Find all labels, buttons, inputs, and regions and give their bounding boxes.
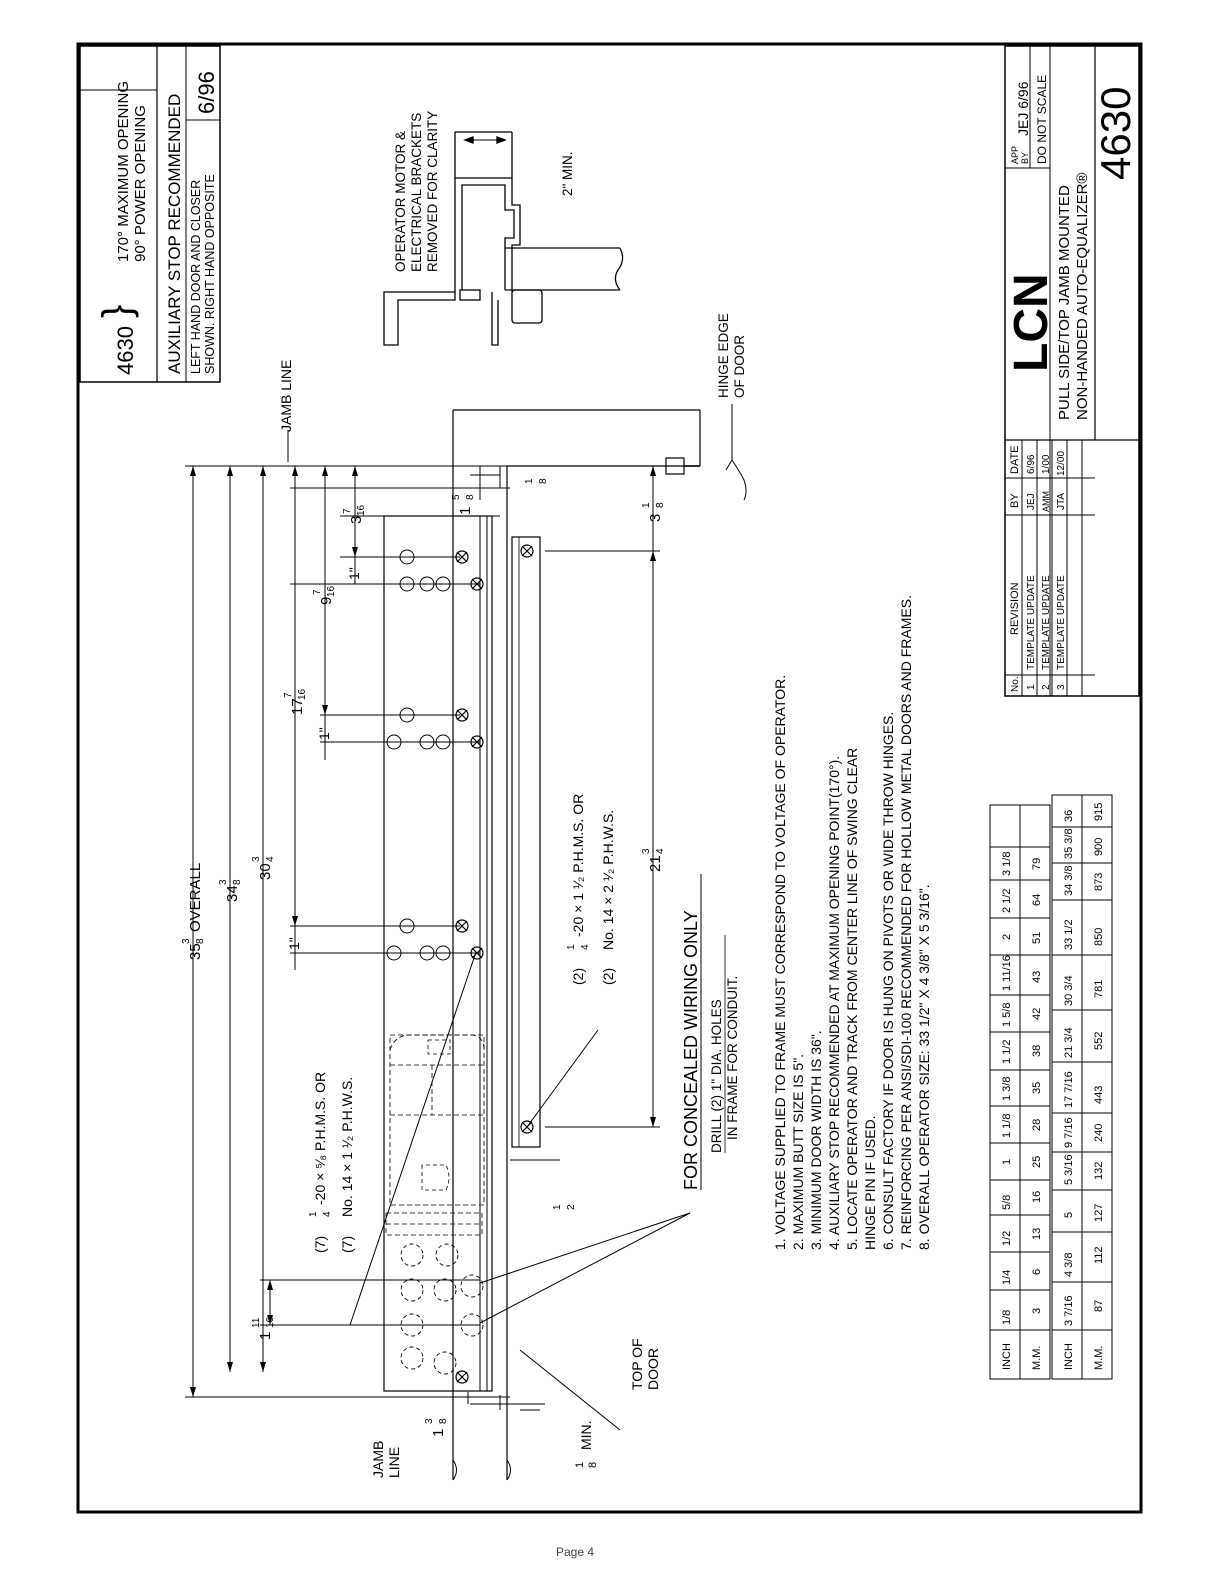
detail-note-3: REMOVED FOR CLARITY [425,110,440,272]
fastener-top-phws: No. 14 × 1 ¹⁄₂ P.H.W.S. [339,1076,355,1217]
dim-21: 21 [647,855,664,872]
mounting-holes [387,550,450,960]
fastener-mid-phws: No. 14 × 2 ¹⁄₂ P.H.W.S. [600,809,616,950]
conv-r2-inch-4: 5 3/16 [1063,1154,1075,1185]
header-hand-line1: LEFT HAND DOOR AND CLOSER [189,179,203,374]
conv-r2-inch-0: INCH [1063,1343,1075,1370]
detail-note-1: OPERATOR MOTOR & [393,130,408,272]
note-3: 3. MINIMUM DOOR WIDTH IS 36". [808,1030,824,1250]
header-date: 6/96 [194,71,219,114]
fastener-top-phms: -20 × ⁵⁄₈ P.H.M.S. OR [312,1071,328,1205]
conv-r1-inch-10: 1 11/16 [1001,955,1013,991]
conduit-holes [401,1244,483,1374]
screw-holes [456,545,533,1383]
dim-1-inch-a: 1" [346,567,362,580]
tb-app: APP [1010,145,1020,164]
fastener-mid-phms: -20 × 1 ¹⁄₂ P.H.M.S. OR [570,793,586,937]
dim-1-5-8-num: 5 [451,494,462,500]
note-4: 4. AUXILIARY STOP RECOMMENDED AT MAXIMUM OPENING POINT(170°). [826,755,842,1250]
rev-1-by: JEJ [1026,493,1037,510]
dim-3-top-num: 7 [342,508,353,514]
conv-r1-mm-8: 38 [1031,1044,1043,1057]
conv-r1-mm-2: 6 [1031,1268,1043,1275]
dim-35-den: 8 [195,938,206,944]
conv-r1-mm-0: M.M. [1031,1345,1043,1370]
conv-r2-inch-8: 30 3/4 [1063,975,1075,1006]
sheet-border [78,44,1141,1512]
conv-r2-mm-12: 915 [1093,802,1105,821]
note-5b: HINGE PIN IF USED. [862,1115,878,1250]
dim-1-2-den: 2 [566,1204,577,1210]
conv-r2-mm-3: 127 [1093,1203,1105,1222]
tb-by: BY [1020,151,1030,164]
jamb-line-bottom-2: LINE [386,1446,402,1478]
conv-r2-inch-11: 35 3/8 [1063,828,1075,859]
conv-r2-mm-7: 552 [1093,1031,1105,1050]
dim-9-num: 7 [312,589,323,595]
dim-1-5-8-den: 8 [465,494,476,500]
conv-r2-mm-6: 443 [1093,1085,1105,1104]
page-number: Page 4 [556,1545,595,1559]
conv-r1-mm-5: 25 [1031,1155,1043,1168]
dim-3-top: 3 [348,515,365,524]
header-model: 4630 [113,326,138,375]
conv-r1-mm-6: 28 [1031,1118,1043,1131]
conv-r2-mm-5: 240 [1093,1123,1105,1142]
concealed-title: FOR CONCEALED WIRING ONLY [681,910,701,1190]
dim-1-8-top-num: 1 [524,478,535,484]
dim-1-8-top-den: 8 [538,478,549,484]
rev-3-date: 12/00 [1056,450,1067,476]
dim-9-den: 16 [326,585,337,597]
note-1: 1. VOLTAGE SUPPLIED TO FRAME MUST CORRESPOND TO VOLTAGE OF OPERATOR. [772,674,788,1250]
dim-17-den: 16 [297,688,308,700]
rev-2-no: 2 [1041,684,1052,690]
conv-r1-mm-13: 79 [1031,857,1043,870]
conv-r2-inch-9: 33 1/2 [1063,919,1075,950]
rev-1-no: 1 [1026,684,1037,690]
rev-h-revision: REVISION [1009,582,1021,635]
fastener-mid-count: (2) [570,967,586,985]
dim-1-11-16: 1 [257,1331,274,1340]
concealed-line1: DRILL (2) 1" DIA. HOLES [709,999,724,1153]
conv-r1-mm-12: 64 [1031,893,1043,906]
fastener-top-count-2: (7) [339,1235,355,1253]
hinge-edge-2: OF DOOR [732,335,747,398]
dim-1-3-8-den: 8 [438,1418,449,1424]
dim-17-num: 7 [283,692,294,698]
rev-2-desc: TEMPLATE UPDATE [1041,575,1052,670]
dim-30-num: 3 [251,856,262,862]
rev-2-by: AMM [1041,491,1051,512]
dim-21-num: 3 [641,848,652,854]
jamb-line-bottom-1: JAMB [370,1440,386,1478]
dim-34-num: 3 [218,879,229,885]
rev-1-date: 6/96 [1026,454,1037,474]
dim-35-num: 3 [181,938,192,944]
rev-2-date: 1/00 [1041,454,1052,474]
note-7: 7. REINFORCING PER ANSI/SDI-100 RECOMMENDED FOR HOLLOW METAL DOORS AND FRAMES. [898,595,914,1250]
conv-r2-mm-9: 850 [1093,927,1105,946]
conv-r2-mm-2: 112 [1093,1246,1105,1264]
jamb-line-top: JAMB LINE [278,359,294,432]
conv-r1-inch-12: 2 1/2 [1001,888,1013,913]
tb-scale: DO NOT SCALE [1035,74,1049,164]
conv-r2-inch-10: 34 3/8 [1063,865,1075,896]
conv-r1-inch-7: 1 3/8 [1001,1076,1013,1101]
min-fraction-num: 1 [574,1461,586,1468]
dimension-labels [181,478,666,1437]
dim-35: 35 [187,943,204,960]
rev-3-no: 3 [1056,684,1067,690]
conv-r2-inch-7: 21 3/4 [1063,1027,1075,1058]
conv-r1-inch-3: 1/2 [1001,1230,1013,1246]
note-6: 6. CONSULT FACTORY IF DOOR IS HUNG ON PIVOTS OR WIDE THROW HINGES. [880,711,896,1250]
dim-1-11-16-den: 16 [265,1316,276,1328]
conv-r2-mm-8: 781 [1093,979,1105,998]
conv-r2-mm-1: 87 [1093,1299,1105,1312]
conv-r2-mm-0: M.M. [1093,1345,1105,1370]
top-of-door-2: DOOR [645,1348,661,1390]
concealed-wiring-note [681,874,740,1190]
conv-r1-inch-1: 1/8 [1001,1309,1013,1325]
concealed-line2: IN FRAME FOR CONDUIT. [725,975,740,1140]
fastener-top-quarter: 1 [308,1211,319,1217]
dim-1-2-num: 1 [552,1204,563,1210]
conv-r1-mm-3: 13 [1031,1227,1043,1240]
conv-r1-inch-5: 1 [1001,1158,1013,1165]
dim-1-3-8-num: 3 [424,1418,435,1424]
dim-1-inch-c: 1" [286,937,302,950]
dim-overall: OVERALL [187,862,204,932]
tb-desc2: NON-HANDED AUTO-EQUALIZER® [1074,172,1091,420]
fastener-mid-quarter: 1 [566,944,577,950]
conversion-values [1001,803,1105,1370]
dim-30: 30 [257,863,274,880]
header-hand-line2: SHOWN. RIGHT HAND OPPOSITE [203,174,217,374]
tb-approved: JEJ 6/96 [1015,81,1031,136]
dim-30-den: 4 [265,856,276,862]
note-8: 8. OVERALL OPERATOR SIZE: 33 1/2" X 4 3/8" X 5 3/16". [916,884,932,1250]
dim-1-5-8: 1 [457,506,474,515]
conv-r1-inch-2: 1/4 [1001,1269,1013,1285]
tb-number: 4630 [1092,86,1139,180]
dim-34-den: 8 [232,879,243,885]
conv-r2-inch-1: 3 7/16 [1063,1295,1075,1326]
header-box [80,46,220,382]
dim-3-right-num: 1 [641,502,652,508]
note-5: 5. LOCATE OPERATOR AND TRACK FROM CENTER LINE OF SWING CLEAR [844,747,860,1250]
conv-r2-mm-4: 132 [1093,1161,1105,1180]
conv-r1-mm-10: 43 [1031,970,1043,983]
conv-r2-inch-5: 9 7/16 [1063,1117,1075,1148]
rev-1-desc: TEMPLATE UPDATE [1026,575,1037,670]
fastener-mid-quarter-den: 4 [580,944,591,950]
conv-r1-mm-11: 51 [1031,931,1043,944]
dim-34: 34 [224,885,241,902]
header-brace: } [95,304,139,318]
dim-3-right: 3 [647,513,664,522]
general-notes [772,595,932,1250]
conv-r2-mm-10: 873 [1093,872,1105,891]
header-opening-power: 90° POWER OPENING [132,105,149,262]
conv-r2-inch-3: 5 [1063,1211,1075,1218]
detail-note-2: ELECTRICAL BRACKETS [409,112,424,272]
fastener-mid-count-2: (2) [600,967,616,985]
conv-r2-mm-11: 900 [1093,837,1105,856]
conv-r1-inch-4: 5/8 [1001,1194,1013,1210]
tb-brand: LCN [1005,273,1058,372]
note-2: 2. MAXIMUM BUTT SIZE IS 5". [790,1053,806,1250]
title-block-text [1005,75,1139,692]
rev-h-no: No. [1010,676,1021,692]
conv-r1-mm-4: 16 [1031,1190,1043,1203]
rev-h-date: DATE [1009,445,1021,474]
dimension-lines [185,466,660,1410]
rev-3-desc: TEMPLATE UPDATE [1056,575,1067,670]
header-aux-stop: AUXILIARY STOP RECOMMENDED [165,93,184,374]
fastener-top-quarter-den: 4 [322,1211,333,1217]
conv-r1-inch-9: 1 5/8 [1001,1002,1013,1027]
conv-r2-inch-12: 36 [1063,809,1075,822]
hinge-edge-1: HINGE EDGE [716,313,731,398]
dim-3-right-den: 8 [655,502,666,508]
detail-min: 2" MIN. [560,151,575,196]
conv-r1-mm-1: 3 [1031,1307,1043,1314]
min-fraction-den: 8 [587,1461,599,1468]
dim-1-inch-b: 1" [316,727,332,740]
top-of-door-1: TOP OF [629,1338,645,1390]
conv-r1-inch-0: INCH [1001,1343,1013,1370]
tb-desc1: PULL SIDE/TOP JAMB MOUNTED [1056,185,1073,420]
rev-h-by: BY [1009,493,1021,508]
rev-3-by: JTA [1056,492,1067,510]
dim-21-den: 4 [655,848,666,854]
conv-r1-inch-11: 2 [1001,933,1013,940]
conv-r1-inch-13: 3 1/8 [1001,851,1013,876]
dim-17: 17 [289,698,306,715]
dim-9: 9 [318,596,335,605]
header-opening-max: 170° MAXIMUM OPENING [115,80,132,262]
conv-r1-mm-9: 42 [1031,1007,1043,1020]
min-label: MIN. [578,1420,594,1450]
conv-r1-inch-8: 1 1/2 [1001,1039,1013,1064]
fastener-callouts [308,794,616,1253]
dim-3-top-den: 16 [356,504,367,516]
dim-1-3-8: 1 [430,1428,447,1437]
conv-r1-inch-6: 1 1/8 [1001,1113,1013,1138]
fastener-top-count: (7) [312,1235,328,1253]
conv-r2-inch-2: 4 3/8 [1063,1252,1075,1277]
conv-r1-mm-7: 35 [1031,1081,1043,1094]
conv-r2-inch-6: 17 7/16 [1063,1071,1075,1108]
dim-1-11-16-num: 11 [251,1317,262,1328]
